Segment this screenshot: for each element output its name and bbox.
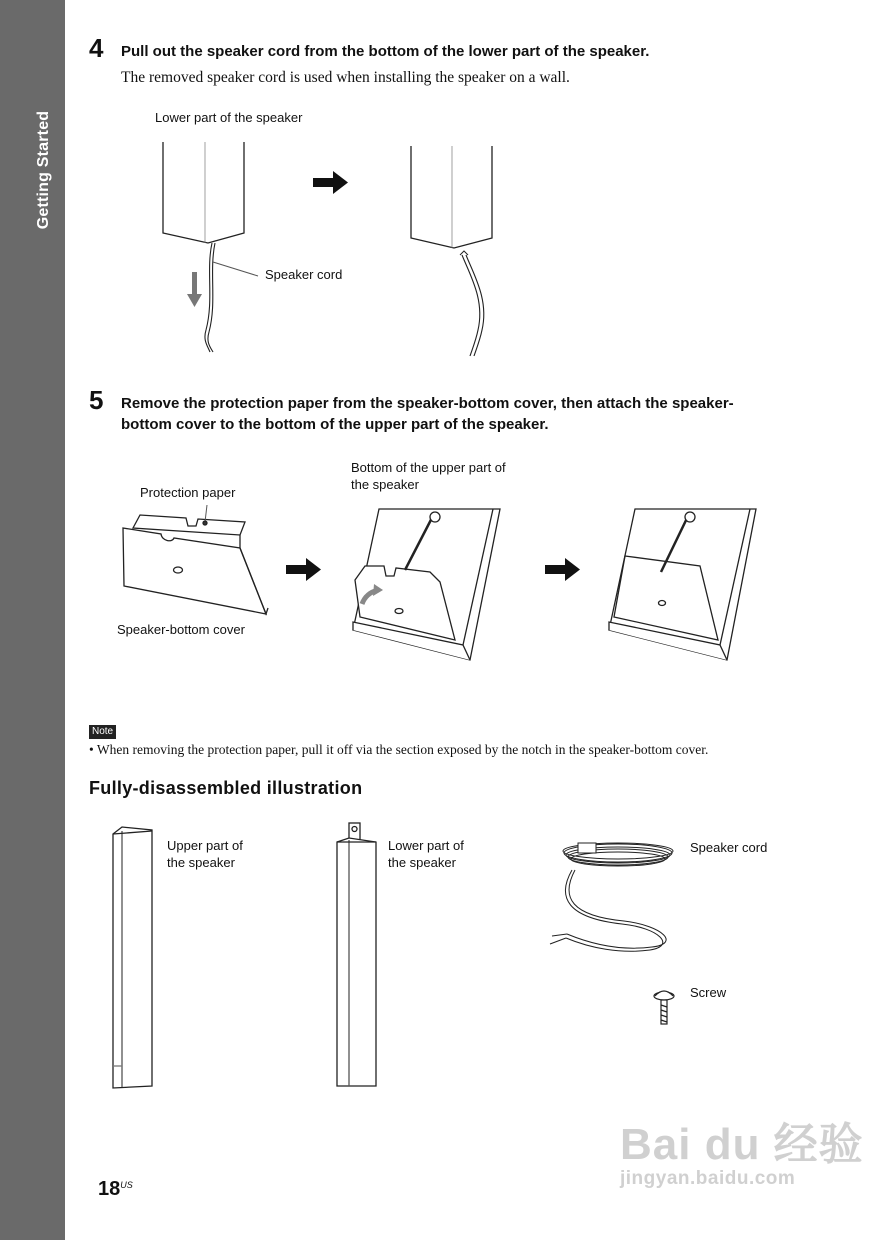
- label-lower-part: Lower part of the speaker: [155, 110, 303, 125]
- step-4-body: The removed speaker cord is used when installing the speaker on a wall.: [121, 69, 570, 86]
- label-upper-part-line1: Upper part of: [167, 838, 243, 853]
- label-upper-part-line2: the speaker: [167, 855, 235, 870]
- upper-speaker-part: [113, 827, 152, 1088]
- note-text: • When removing the protection paper, pull it off via the section exposed by the notch in the speaker-bottom cover.: [89, 742, 709, 757]
- label-lower-part-line1: Lower part of: [388, 838, 464, 853]
- label-cord: Speaker cord: [690, 840, 768, 855]
- step-5-number: 5: [89, 385, 104, 415]
- label-bottom-upper-line2: the speaker: [351, 477, 419, 492]
- watermark-sub: jingyan.baidu.com: [620, 1168, 796, 1189]
- watermark-main: Bai du 经验: [620, 1120, 864, 1169]
- speaker-cord-coil: [550, 843, 673, 951]
- note-badge: Note: [89, 725, 116, 739]
- step-4-title: Pull out the speaker cord from the bottom of the lower part of the speaker.: [121, 43, 650, 60]
- label-lower-part-line2: the speaker: [388, 855, 456, 870]
- label-bottom-upper-line1: Bottom of the upper part of: [351, 460, 506, 475]
- section-label: Getting Started: [35, 110, 52, 230]
- page-suffix: US: [120, 1180, 133, 1190]
- lower-speaker-part: [337, 823, 376, 1086]
- label-speaker-cord: Speaker cord: [265, 267, 343, 282]
- label-speaker-bottom-cover: Speaker-bottom cover: [117, 622, 245, 637]
- step-5-title-line2: bottom cover to the bottom of the upper part of the speaker.: [121, 416, 549, 433]
- label-protection-paper: Protection paper: [140, 485, 236, 500]
- section-heading: Fully-disassembled illustration: [89, 778, 363, 798]
- step-5-title-line1: Remove the protection paper from the speaker-bottom cover, then attach the speaker-: [121, 395, 734, 412]
- page-number: $18^{US}$: [98, 1178, 133, 1200]
- label-screw: Screw: [690, 985, 727, 1000]
- watermark: [620, 1108, 864, 1190]
- step-4-number: 4: [89, 33, 104, 63]
- screw-icon: [654, 991, 674, 1024]
